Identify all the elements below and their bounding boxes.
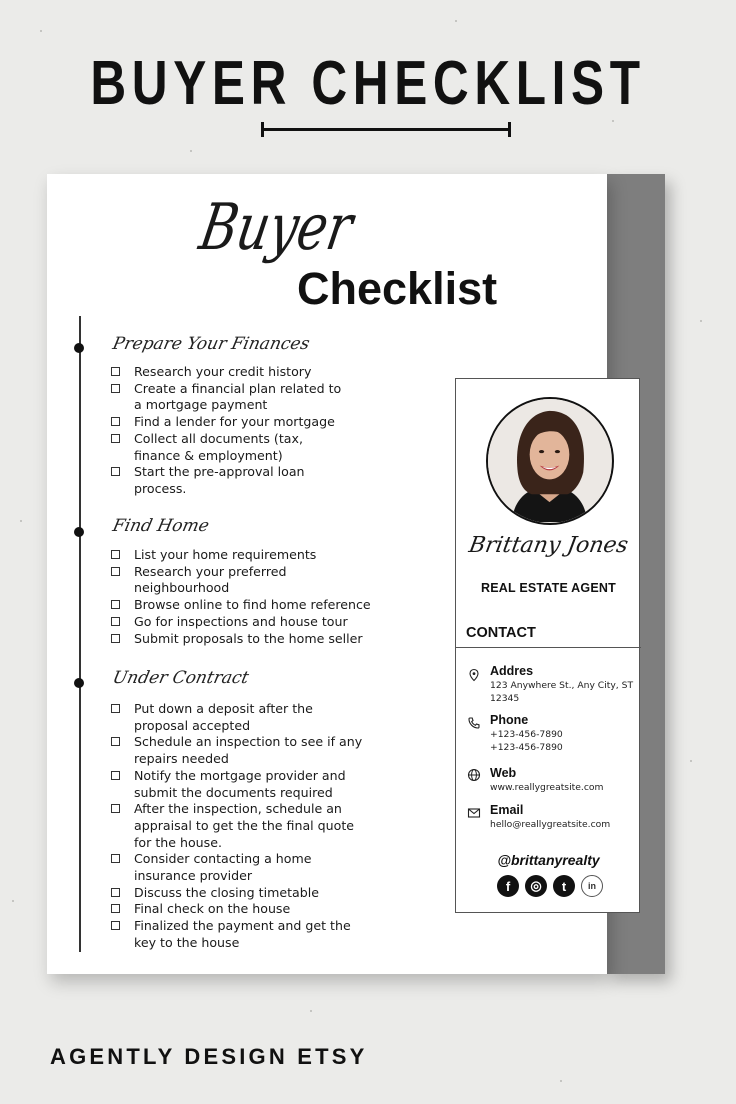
email-label: Email	[490, 803, 524, 817]
checkbox[interactable]	[111, 467, 120, 476]
social-handle: @brittanyrealty	[497, 852, 600, 868]
timeline-line	[79, 316, 81, 952]
checkbox[interactable]	[111, 367, 120, 376]
checkbox[interactable]	[111, 550, 120, 559]
checklist-item[interactable]: Go for inspections and house tour	[111, 614, 391, 631]
checklist-item[interactable]: Consider contacting a home insurance provider	[111, 851, 391, 884]
website[interactable]: www.reallygreatsite.com	[490, 782, 604, 793]
checklist-item[interactable]: Find a lender for your mortgage	[111, 414, 391, 431]
agent-name: Brittany Jones	[466, 533, 631, 558]
facebook-icon[interactable]: f	[497, 875, 519, 897]
checkbox[interactable]	[111, 704, 120, 713]
phone-label: Phone	[490, 713, 529, 727]
checkbox[interactable]	[111, 771, 120, 780]
checkbox[interactable]	[111, 804, 120, 813]
banner-title: BUYER CHECKLIST	[90, 49, 646, 118]
checkbox[interactable]	[111, 617, 120, 626]
location-pin-icon	[467, 668, 481, 682]
linkedin-icon[interactable]: in	[581, 875, 603, 897]
checkbox[interactable]	[111, 600, 120, 609]
tumblr-icon[interactable]: t	[553, 875, 575, 897]
contact-heading: CONTACT	[466, 625, 536, 641]
checklist-item[interactable]: Finalized the payment and get the key to the house	[111, 918, 391, 951]
checklist-item[interactable]: Create a financial plan related to a mortgage payment	[111, 381, 391, 414]
checklist-item[interactable]: Submit proposals to the home seller	[111, 631, 391, 648]
agent-role: REAL ESTATE AGENT	[481, 581, 616, 595]
contact-address	[490, 664, 638, 705]
timeline-dot	[74, 527, 84, 537]
checklist-item[interactable]: Put down a deposit after the proposal accepted	[111, 701, 391, 734]
phone-icon	[467, 716, 481, 730]
checklist-item[interactable]: Final check on the house	[111, 901, 391, 918]
checklist-find-home	[111, 547, 391, 647]
address-line: 123 Anywhere St., Any City, ST	[490, 680, 634, 691]
web-label: Web	[490, 766, 517, 780]
phone-number: +123-456-7890	[490, 742, 563, 753]
section-title-find-home: Find Home	[110, 516, 211, 536]
checkbox[interactable]	[111, 737, 120, 746]
checklist-heading: Checklist	[297, 263, 498, 314]
portrait-illustration	[488, 399, 611, 522]
checkbox[interactable]	[111, 567, 120, 576]
checklist-prepare-finances	[111, 364, 391, 498]
checklist-item[interactable]: Research your credit history	[111, 364, 391, 381]
section-title-prepare-finances: Prepare Your Finances	[110, 334, 312, 354]
checkbox[interactable]	[111, 904, 120, 913]
footer-brand: AGENTLY DESIGN ETSY	[50, 1044, 368, 1069]
section-title-under-contract: Under Contract	[110, 668, 251, 688]
checkbox[interactable]	[111, 854, 120, 863]
timeline-dot	[74, 343, 84, 353]
checklist-item[interactable]: Schedule an inspection to see if any repairs needed	[111, 734, 391, 767]
checkbox[interactable]	[111, 921, 120, 930]
contact-phone	[490, 713, 638, 754]
globe-icon	[467, 768, 481, 782]
checkbox[interactable]	[111, 384, 120, 393]
checklist-item[interactable]: Research your preferred neighbourhood	[111, 564, 391, 597]
timeline-dot	[74, 678, 84, 688]
checklist-item[interactable]: Notify the mortgage provider and submit the documents required	[111, 768, 391, 801]
checkbox[interactable]	[111, 634, 120, 643]
social-icons	[497, 875, 603, 897]
instagram-icon[interactable]: ◎	[525, 875, 547, 897]
checklist-item[interactable]: Start the pre-approval loan process.	[111, 464, 391, 497]
checkbox[interactable]	[111, 417, 120, 426]
checklist-item[interactable]: Discuss the closing timetable	[111, 885, 391, 902]
agent-photo	[486, 397, 614, 525]
phone-number: +123-456-7890	[490, 729, 563, 740]
address-label: Addres	[490, 664, 534, 678]
contact-email	[490, 803, 638, 831]
banner-underline	[261, 128, 511, 131]
checklist-under-contract	[111, 701, 391, 952]
email-address[interactable]: hello@reallygreatsite.com	[490, 819, 611, 830]
contact-divider	[456, 647, 641, 648]
checkbox[interactable]	[111, 888, 120, 897]
address-line: 12345	[490, 693, 520, 704]
checklist-item[interactable]: Browse online to find home reference	[111, 597, 391, 614]
envelope-icon	[467, 806, 481, 820]
contact-web	[490, 766, 638, 794]
checklist-item[interactable]: After the inspection, schedule an appraisal to get the the final quote for the house.	[111, 801, 391, 851]
agent-card	[455, 378, 640, 913]
checklist-item[interactable]: List your home requirements	[111, 547, 391, 564]
script-title: Buyer	[194, 191, 358, 265]
checklist-item[interactable]: Collect all documents (tax, finance & employment)	[111, 431, 391, 464]
checkbox[interactable]	[111, 434, 120, 443]
